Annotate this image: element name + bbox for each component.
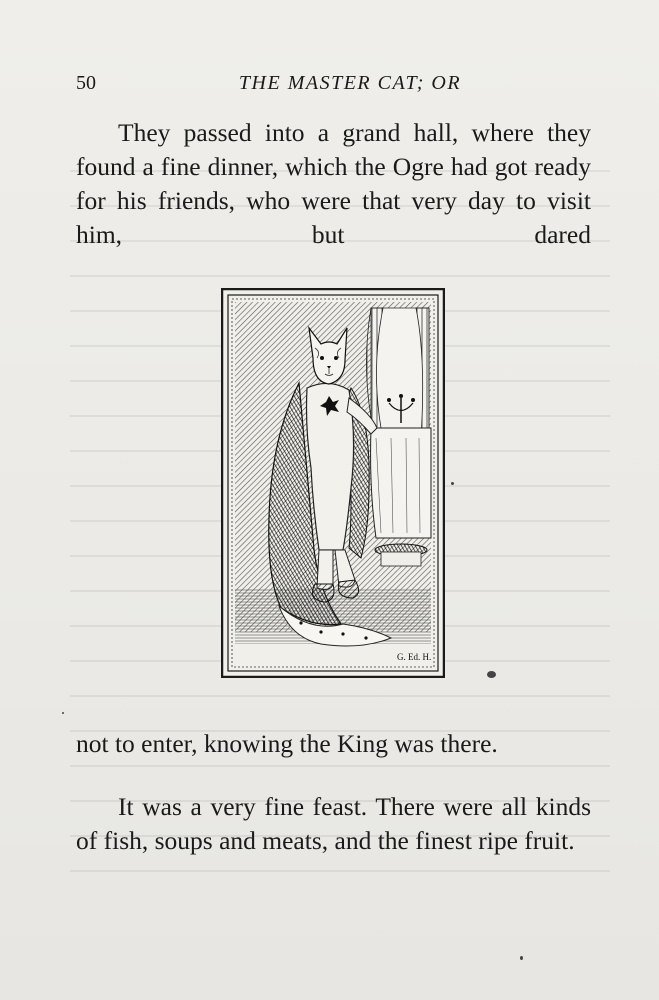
text-line: that very day to visit him, but dared [76,186,592,249]
ink-speck [62,712,64,714]
text-line: there. [440,729,498,758]
illustration-cat-in-royal-robe [221,288,445,678]
text-line: had got ready for his friends, who were [76,152,591,215]
text-line: not to enter, knowing the King was [76,729,435,758]
text-line: all kinds of fish, soups and meats, and [76,792,592,855]
illustration-signature: G. Ed. H. [397,652,432,662]
text-line: It was a very fine feast. There were [118,792,493,821]
paragraph-2 [76,727,591,761]
ink-speck [487,671,496,678]
ink-speck [520,956,523,960]
paragraph-3 [76,790,591,858]
running-head: THE MASTER CAT; OR [238,72,462,94]
page-header [76,72,586,98]
paragraph-1 [76,116,591,252]
page-number: 50 [76,72,96,94]
text-line: They passed into a grand hall, where [118,118,534,147]
text-line: the finest ripe fruit. [377,826,575,855]
text-line: they found a fine dinner, which the Ogre [76,118,591,181]
ink-speck [451,482,454,485]
